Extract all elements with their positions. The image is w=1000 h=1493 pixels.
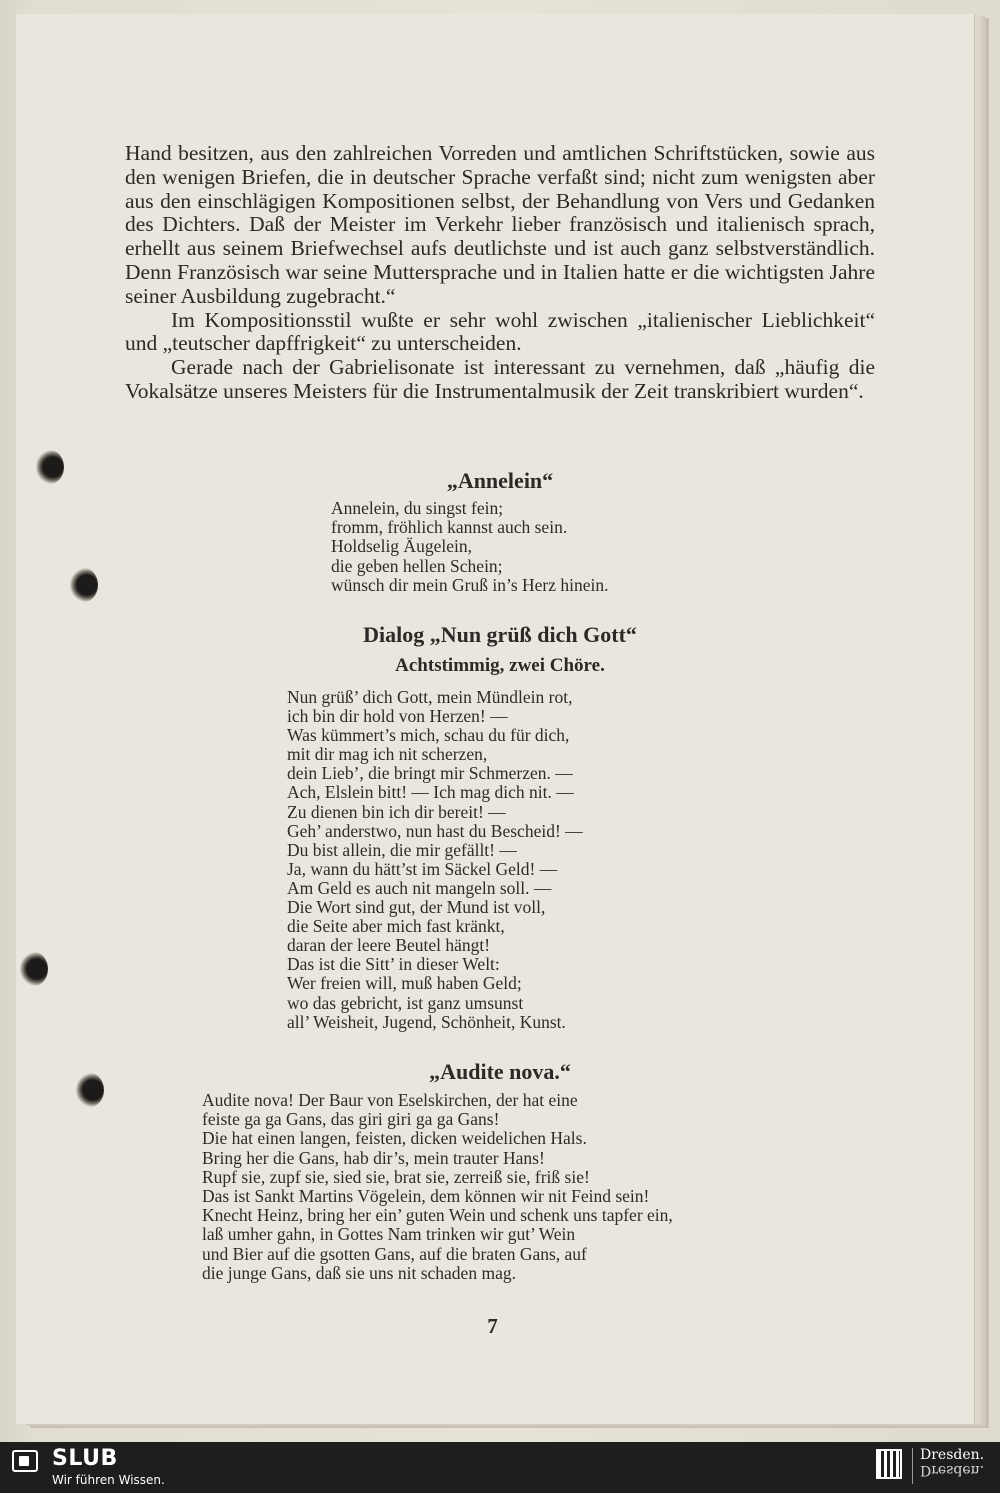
- lyric-line: ich bin dir hold von Herzen! —: [287, 706, 508, 727]
- lyric-line: wünsch dir mein Gruß in’s Herz hinein.: [331, 574, 609, 595]
- lyric-line: und Bier auf die gsotten Gans, auf die braten Gans, auf: [202, 1243, 587, 1264]
- lyric-line: Holdselig Äugelein,: [331, 536, 472, 557]
- slub-tagline: Wir führen Wissen.: [52, 1473, 165, 1487]
- lyric-line: die Seite aber mich fast kränkt,: [287, 916, 505, 937]
- song-lyrics-annelein: [331, 499, 609, 595]
- page-number: 7: [487, 1314, 498, 1338]
- lyric-line: Am Geld es auch nit mangeln soll. —: [287, 877, 552, 898]
- lyric-line: feiste ga ga Gans, das giri giri ga ga Gans!: [202, 1109, 500, 1130]
- punch-hole-icon: [70, 568, 98, 602]
- lyric-line: die geben hellen Schein;: [331, 555, 503, 576]
- lyric-line: Die Wort sind gut, der Mund ist voll,: [287, 897, 546, 918]
- lyric-line: Zu dienen bin ich dir bereit! —: [287, 801, 506, 822]
- lyric-line: Audite nova! Der Baur von Eselskirchen, der hat eine: [202, 1090, 578, 1110]
- song-title-annelein: „Annelein“: [446, 468, 554, 493]
- slub-logo-icon[interactable]: [12, 1450, 38, 1472]
- slub-logo-text[interactable]: SLUB: [52, 1446, 118, 1471]
- lyric-line: Du bist allein, die mir gefällt! —: [287, 839, 517, 860]
- lyric-line: Was kümmert’s mich, schau du für dich,: [287, 725, 570, 746]
- lyric-line: Bring her die Gans, hab dir’s, mein trauter Hans!: [202, 1147, 545, 1168]
- lyric-line: Rupf sie, zupf sie, sied sie, brat sie, zerreiß sie, friß sie!: [202, 1166, 590, 1187]
- song-lyrics-audite: [202, 1091, 673, 1283]
- lyric-line: fromm, fröhlich kannst auch sein.: [331, 517, 568, 538]
- lyric-line: laß umher gahn, in Gottes Nam trinken wir gut’ Wein: [202, 1224, 576, 1245]
- lyric-line: mit dir mag ich nit scherzen,: [287, 744, 488, 765]
- footer-bar: [0, 1442, 1000, 1493]
- dresden-wordmark-mirror: Dresden.: [920, 1462, 985, 1478]
- lyric-line: Ja, wann du hätt’st im Säckel Geld! —: [287, 858, 558, 879]
- lyric-line: daran der leere Beutel hängt!: [287, 935, 491, 956]
- lyric-line: Das ist Sankt Martins Vögelein, dem können wir nit Feind sein!: [202, 1186, 650, 1207]
- paragraph: Im Kompositionsstil wußte er sehr wohl zwischen „italienischer Lieblichkeit“ und „teutscher dapffrigkeit“ zu unterscheiden.: [125, 307, 875, 356]
- body-text: [125, 142, 875, 404]
- lyric-line: dein Lieb’, die bringt mir Schmerzen. —: [287, 763, 573, 784]
- lyric-line: Knecht Heinz, bring her ein’ guten Wein und schenk uns tapfer ein,: [202, 1205, 673, 1226]
- lyric-line: wo das gebricht, ist ganz umsunst: [287, 992, 524, 1013]
- lyric-line: Geh’ anderstwo, nun hast du Bescheid! —: [287, 820, 583, 841]
- punch-hole-icon: [20, 952, 48, 986]
- footer-divider: [912, 1448, 913, 1484]
- lyric-line: die junge Gans, daß sie uns nit schaden mag.: [202, 1262, 516, 1283]
- lyric-line: Die hat einen langen, feisten, dicken weidelichen Hals.: [202, 1128, 587, 1149]
- paragraph: Gerade nach der Gabrielisonate ist interessant zu vernehmen, daß „häufig die Vokalsätze unseres Meisters für die Instrumentalmusik der Zeit transkribiert wurden“.: [125, 355, 875, 403]
- lyric-line: Das ist die Sitt’ in dieser Welt:: [287, 954, 500, 975]
- lyric-line: Wer freien will, muß haben Geld;: [287, 973, 522, 994]
- song-title-audite: „Audite nova.“: [429, 1059, 571, 1084]
- lyric-line: Annelein, du singst fein;: [331, 498, 504, 518]
- lyric-line: Ach, Elslein bitt! — Ich mag dich nit. —: [287, 782, 574, 803]
- song-lyrics-dialog: [287, 688, 583, 1032]
- song-subtitle-dialog: Achtstimmig, zwei Chöre.: [395, 655, 605, 676]
- song-title-dialog: Dialog „Nun grüß dich Gott“: [363, 622, 637, 647]
- dresden-wordmark[interactable]: Dresden.: [920, 1447, 985, 1463]
- lyric-line: Nun grüß’ dich Gott, mein Mündlein rot,: [287, 687, 573, 707]
- paragraph: Hand besitzen, aus den zahlreichen Vorreden und amtlichen Schriftstücken, sowie aus den wenigen Briefen, die in deutscher Sprache verfaßt sind; nicht zum wenigsten aber aus den einschlägigen Kompositionen selbst, der Behandlung von Vers und Gedanken des Dichters. Daß der Meister im Verkehr lieber französisch und italienisch sprach, erhellt aus seinem Briefwechsel aufs deutlichste und ist auch ganz selbstverständlich. Denn Französisch war seine Muttersprache und in Italien hatte er die wichtigsten Jahre seiner Ausbildung zugebracht.“: [125, 141, 875, 308]
- lyric-line: all’ Weisheit, Jugend, Schönheit, Kunst.: [287, 1011, 566, 1032]
- dresden-crest-icon[interactable]: [876, 1449, 902, 1479]
